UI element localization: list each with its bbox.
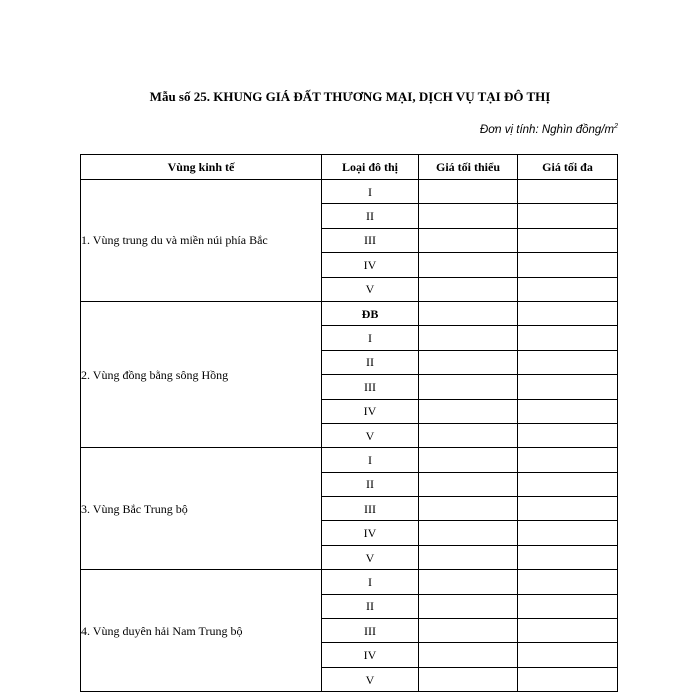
region-cell: 1. Vùng trung du và miền núi phía Bắc bbox=[81, 180, 322, 302]
max-price-cell bbox=[518, 472, 618, 496]
min-price-cell bbox=[419, 253, 518, 277]
urban-type-cell: I bbox=[322, 448, 419, 472]
min-price-cell bbox=[419, 570, 518, 594]
table-row bbox=[81, 301, 618, 325]
min-price-cell bbox=[419, 204, 518, 228]
min-price-cell bbox=[419, 619, 518, 643]
unit-superscript: 2 bbox=[614, 123, 618, 130]
max-price-cell bbox=[518, 594, 618, 618]
unit-label: Đơn vị tính: Nghìn đồng/m bbox=[479, 124, 615, 136]
urban-type-cell: ĐB bbox=[322, 301, 419, 325]
max-price-cell bbox=[518, 570, 618, 594]
max-price-cell bbox=[518, 497, 618, 521]
max-price-cell bbox=[518, 228, 618, 252]
urban-type-cell: IV bbox=[322, 253, 419, 277]
min-price-cell bbox=[419, 399, 518, 423]
min-price-cell bbox=[419, 180, 518, 204]
urban-type-cell: V bbox=[322, 545, 419, 569]
urban-type-cell: IV bbox=[322, 643, 419, 667]
max-price-cell bbox=[518, 253, 618, 277]
max-price-cell bbox=[518, 326, 618, 350]
urban-type-cell: II bbox=[322, 204, 419, 228]
urban-type-cell: II bbox=[322, 472, 419, 496]
max-price-cell bbox=[518, 667, 618, 691]
urban-type-cell: I bbox=[322, 570, 419, 594]
region-cell: 4. Vùng duyên hải Nam Trung bộ bbox=[81, 570, 322, 692]
max-price-cell bbox=[518, 643, 618, 667]
table-row bbox=[81, 180, 618, 204]
min-price-cell bbox=[419, 350, 518, 374]
header-region: Vùng kinh tế bbox=[81, 155, 322, 180]
min-price-cell bbox=[419, 472, 518, 496]
min-price-cell bbox=[419, 375, 518, 399]
min-price-cell bbox=[419, 594, 518, 618]
max-price-cell bbox=[518, 180, 618, 204]
unit-note bbox=[480, 123, 618, 136]
region-cell: 2. Vùng đồng bằng sông Hồng bbox=[81, 301, 322, 447]
urban-type-cell: IV bbox=[322, 399, 419, 423]
max-price-cell bbox=[518, 399, 618, 423]
region-cell: 3. Vùng Bắc Trung bộ bbox=[81, 448, 322, 570]
urban-type-cell: IV bbox=[322, 521, 419, 545]
urban-type-cell: I bbox=[322, 326, 419, 350]
min-price-cell bbox=[419, 228, 518, 252]
max-price-cell bbox=[518, 204, 618, 228]
min-price-cell bbox=[419, 423, 518, 447]
max-price-cell bbox=[518, 375, 618, 399]
min-price-cell bbox=[419, 277, 518, 301]
urban-type-cell: V bbox=[322, 277, 419, 301]
min-price-cell bbox=[419, 521, 518, 545]
table-row bbox=[81, 570, 618, 594]
urban-type-cell: V bbox=[322, 423, 419, 447]
header-row bbox=[81, 155, 618, 180]
urban-type-cell: II bbox=[322, 350, 419, 374]
min-price-cell bbox=[419, 545, 518, 569]
min-price-cell bbox=[419, 643, 518, 667]
document-title: Mẫu số 25. KHUNG GIÁ ĐẤT THƯƠNG MẠI, DỊCH VỤ TẠI ĐÔ THỊ bbox=[149, 89, 551, 104]
min-price-cell bbox=[419, 667, 518, 691]
urban-type-cell: III bbox=[322, 497, 419, 521]
min-price-cell bbox=[419, 497, 518, 521]
min-price-cell bbox=[419, 326, 518, 350]
urban-type-cell: I bbox=[322, 180, 419, 204]
urban-type-cell: III bbox=[322, 375, 419, 399]
land-price-table bbox=[80, 154, 618, 692]
min-price-cell bbox=[419, 448, 518, 472]
max-price-cell bbox=[518, 619, 618, 643]
max-price-cell bbox=[518, 521, 618, 545]
max-price-cell bbox=[518, 423, 618, 447]
header-urban-type: Loại đô thị bbox=[322, 155, 419, 180]
header-max-price: Giá tối đa bbox=[518, 155, 618, 180]
table-row bbox=[81, 448, 618, 472]
max-price-cell bbox=[518, 448, 618, 472]
max-price-cell bbox=[518, 277, 618, 301]
urban-type-cell: II bbox=[322, 594, 419, 618]
urban-type-cell: V bbox=[322, 667, 419, 691]
max-price-cell bbox=[518, 350, 618, 374]
min-price-cell bbox=[419, 301, 518, 325]
max-price-cell bbox=[518, 301, 618, 325]
urban-type-cell: III bbox=[322, 228, 419, 252]
header-min-price: Giá tối thiểu bbox=[419, 155, 518, 180]
urban-type-cell: III bbox=[322, 619, 419, 643]
max-price-cell bbox=[518, 545, 618, 569]
